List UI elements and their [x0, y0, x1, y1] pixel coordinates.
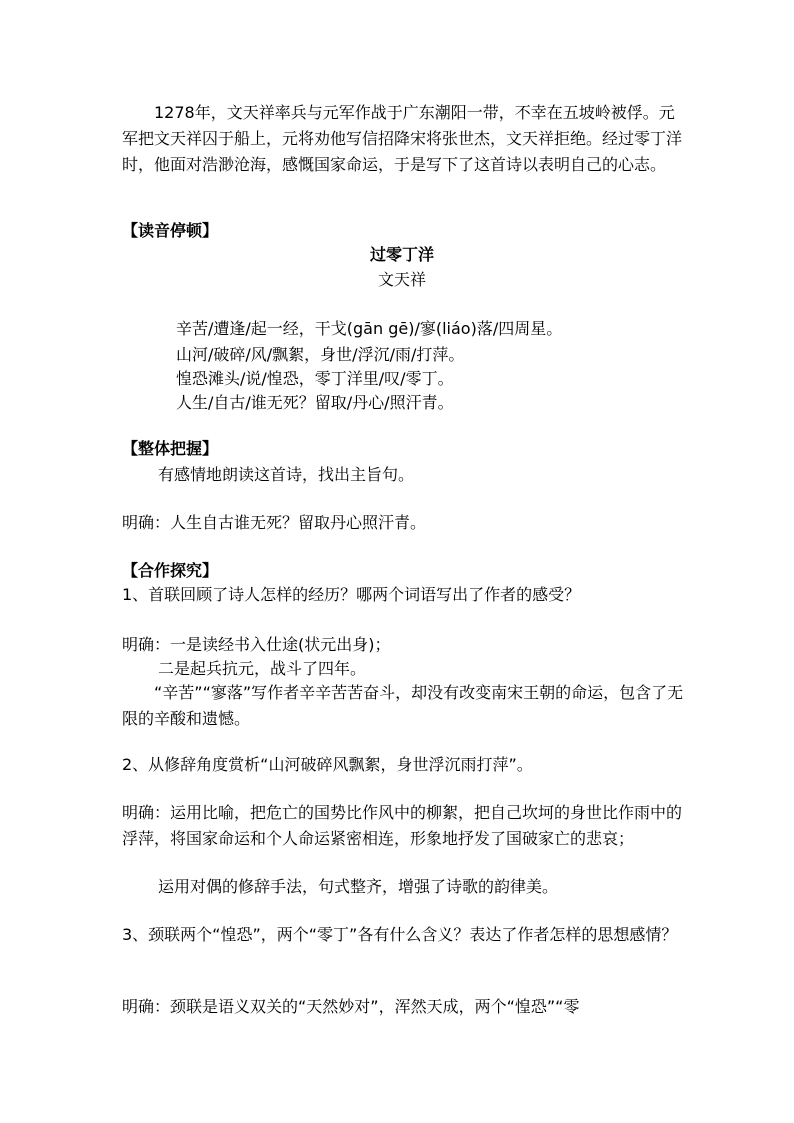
- poem-line-3: 惶恐滩头/说/惶恐，零丁洋里/叹/零丁。: [176, 369, 454, 388]
- intro-paragraph: 1278年，文天祥率兵与元军作战于广东潮阳一带，不幸在五坡岭被俘。元军把文天祥囚于船上，元将劝他写信招降宋将张世杰，文天祥拒绝。经过零丁洋时，他面对浩渺沧海，感慨国家命运，于是写下了这首诗以表明自己的心志。: [122, 103, 683, 174]
- answer-1-line-1: 明确：一是读经书入仕途(状元出身)；: [122, 635, 391, 654]
- poem-line-1: 辛苦/遭逢/起一经，干戈(gān gē)/寥(liáo)落/四周星。: [176, 319, 563, 338]
- answer-2-paragraph-1: 明确：运用比喻，把危亡的国势比作风中的柳絮，把自己坎坷的身世比作雨中的浮萍，将国家命运和个人命运紧密相连，形象地抒发了国破家亡的悲哀；: [122, 803, 683, 848]
- poem-title: 过零丁洋: [369, 245, 434, 264]
- question-1: 1、首联回顾了诗人怎样的经历？哪两个词语写出了作者的感受？: [122, 585, 581, 604]
- poem-line-4: 人生/自古/谁无死？留取/丹心/照汗青。: [176, 393, 454, 412]
- answer-2-paragraph-2: 运用对偶的修辞手法，句式整齐，增强了诗歌的韵律美。: [158, 877, 559, 896]
- poem-line-2: 山河/破碎/风/飘絮，身世/浮沉/雨/打萍。: [176, 345, 465, 364]
- question-2: 2、从修辞角度赏析“山河破碎风飘絮，身世浮沉雨打萍”。: [122, 755, 533, 774]
- answer-1-line-2: 二是起兵抗元，战斗了四年。: [158, 659, 367, 678]
- overall-answer: 明确：人生自古谁无死？留取丹心照汗青。: [122, 513, 427, 532]
- section-heading-reading: 【读音停顿】: [122, 221, 219, 240]
- section-heading-overall: 【整体把握】: [122, 439, 219, 458]
- answer-1-line-3: “辛苦”“寥落”写作者辛辛苦苦奋斗，却没有改变南宋王朝的命运，包含了无限的辛酸和遗憾。: [122, 683, 684, 728]
- question-3: 3、颈联两个“惶恐”，两个“零丁”各有什么含义？表达了作者怎样的思想感情？: [122, 925, 678, 944]
- poem-author: 文天祥: [377, 270, 426, 289]
- overall-task: 有感情地朗读这首诗，找出主旨句。: [158, 465, 415, 484]
- section-heading-coop: 【合作探究】: [122, 561, 219, 580]
- answer-3-start: 明确：颈联是语义双关的“天然妙对”，浑然天成，两个“惶恐”“零: [122, 997, 580, 1016]
